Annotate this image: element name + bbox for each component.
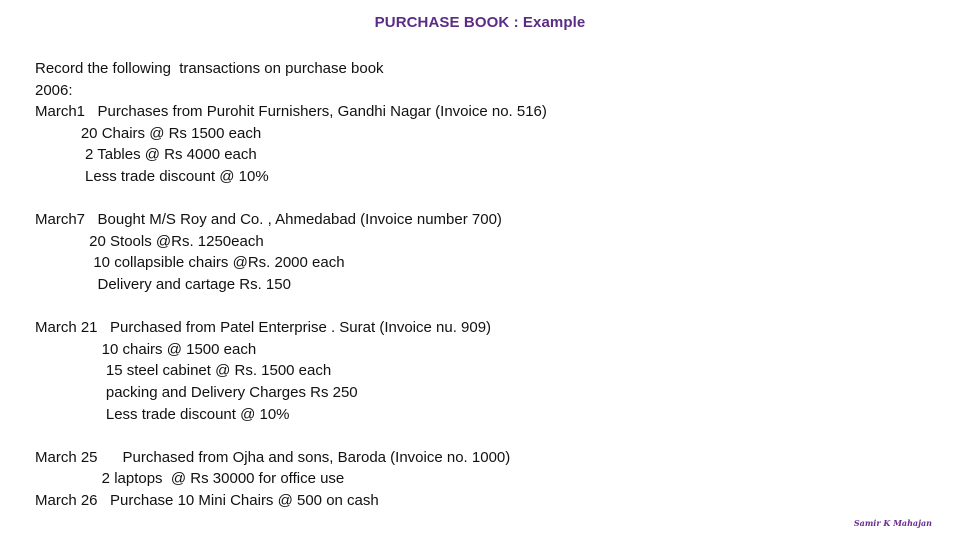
intro-year: 2006: xyxy=(35,81,73,99)
transaction-head: March 25 Purchased from Ojha and sons, Baroda (Invoice no. 1000) xyxy=(35,448,511,466)
transaction-item: 2 Tables @ Rs 4000 each xyxy=(35,146,257,164)
transaction-item: Less trade discount @ 10% xyxy=(35,405,290,423)
intro-instruction: Record the following transactions on purchase book xyxy=(35,60,384,77)
transaction-item: packing and Delivery Charges Rs 250 xyxy=(35,383,358,401)
transaction-item: 20 Chairs @ Rs 1500 each xyxy=(35,124,262,142)
spacer xyxy=(35,188,935,210)
spacer xyxy=(35,425,935,447)
transaction-item: 20 Stools @Rs. 1250each xyxy=(35,232,264,250)
transactions-body xyxy=(35,58,935,511)
transaction-item: 15 steel cabinet @ Rs. 1500 each xyxy=(35,362,332,380)
transaction-item: Less trade discount @ 10% xyxy=(35,167,269,185)
transaction-item: 2 laptops @ Rs 30000 for office use xyxy=(35,470,345,488)
transaction-item: Delivery and cartage Rs. 150 xyxy=(35,275,291,293)
transaction-head: March7 Bought M/S Roy and Co. , Ahmedabad (Invoice number 700) xyxy=(35,211,502,229)
spacer xyxy=(35,296,935,318)
transaction-head: March 21 Purchased from Patel Enterprise . Surat (Invoice nu. 909) xyxy=(35,319,492,337)
page-title: PURCHASE BOOK : Example xyxy=(374,14,586,31)
author-credit: Samir K Mahajan xyxy=(853,518,932,528)
transaction-item: 10 chairs @ 1500 each xyxy=(35,340,257,358)
transaction-item: 10 collapsible chairs @Rs. 2000 each xyxy=(35,254,345,272)
transaction-head: March1 Purchases from Purohit Furnishers, Gandhi Nagar (Invoice no. 516) xyxy=(35,103,547,121)
transaction-head: March 26 Purchase 10 Mini Chairs @ 500 on cash xyxy=(35,491,379,509)
